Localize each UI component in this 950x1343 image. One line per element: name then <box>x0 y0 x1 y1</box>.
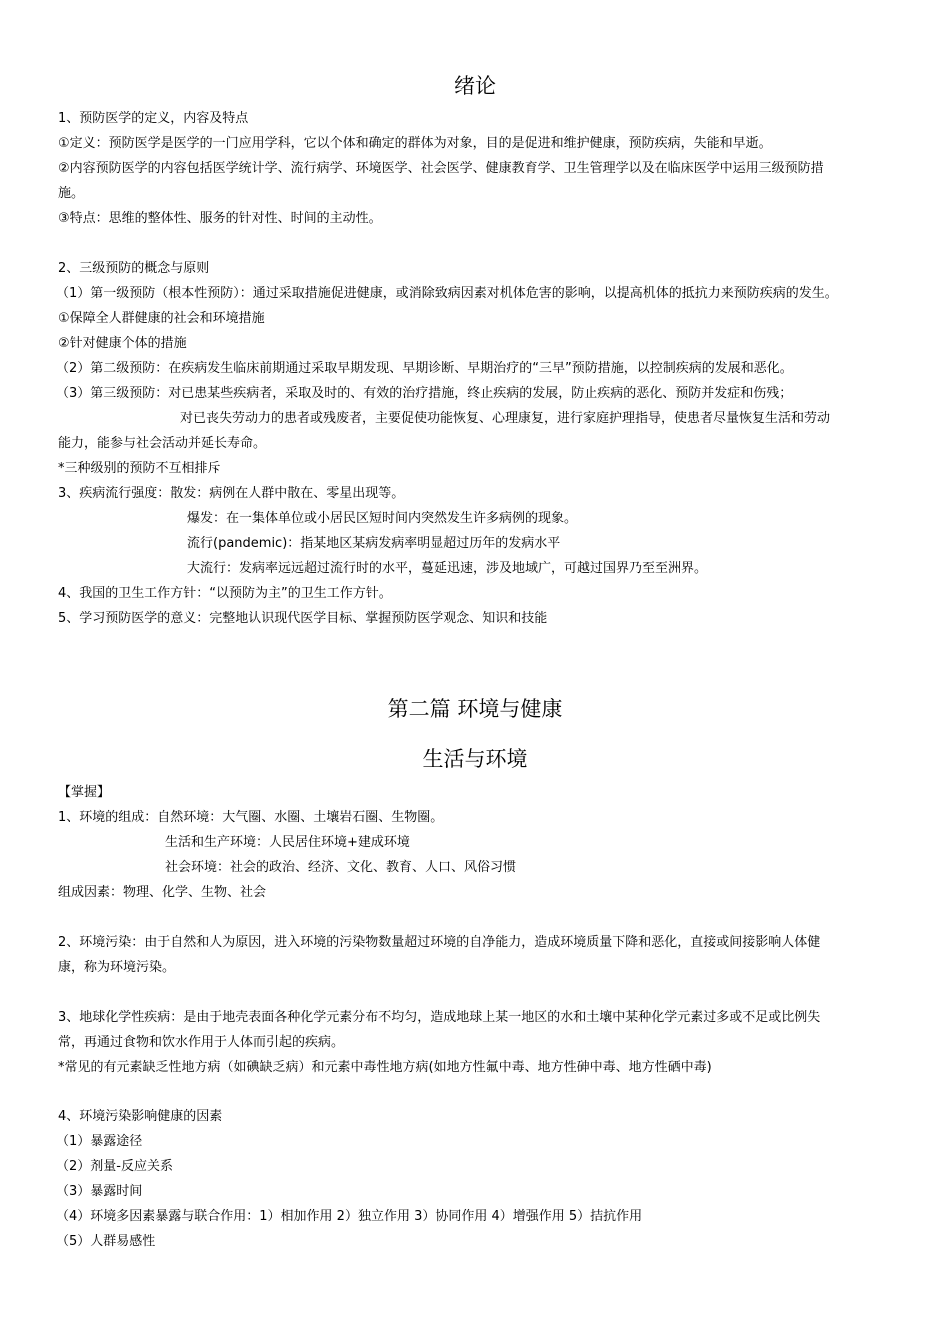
tertiary-prevention-cont-2: 能力，能参与社会活动并延长寿命。 <box>58 436 267 451</box>
section-2-heading: 2、三级预防的概念与原则 <box>58 261 210 276</box>
epidemic-intensity-outbreak: 爆发：在一集体单位或小居民区短时间内突然发生许多病例的现象。 <box>187 511 578 526</box>
health-factors-heading: 4、环境污染影响健康的因素 <box>58 1109 223 1124</box>
tertiary-prevention-cont: 对已丧失劳动力的患者或残废者，主要促使功能恢复、心理康复，进行家庭护理指导，使患者尽量恢复生活和劳动 <box>180 411 831 426</box>
intro-title: 绪论 <box>454 74 496 98</box>
endemic-disease-note: *常见的有元素缺乏性地方病（如碘缺乏病）和元素中毒性地方病(如地方性氟中毒、地方性砷中毒、地方性硒中毒) <box>58 1060 712 1075</box>
prevention-note: *三种级别的预防不互相排斥 <box>58 461 221 476</box>
health-factor-3: （3）暴露时间 <box>56 1184 143 1199</box>
chapter-title: 生活与环境 <box>422 747 528 771</box>
primary-prevention-item-1: ①保障全人群健康的社会和环境措施 <box>58 311 265 326</box>
section-1-heading: 1、预防医学的定义，内容及特点 <box>58 111 249 126</box>
content-line: ②内容预防医学的内容包括医学统计学、流行病学、环境医学、社会医学、健康教育学、卫生管理学以及在临床医学中运用三级预防措 <box>58 161 824 176</box>
primary-prevention-item-2: ②针对健康个体的措施 <box>58 336 187 351</box>
epidemic-intensity-sporadic: 3、疾病流行强度：散发：病例在人群中散在、零星出现等。 <box>58 486 405 501</box>
part-title: 第二篇 环境与健康 <box>387 697 563 721</box>
health-factor-2: （2）剂量-反应关系 <box>56 1159 173 1174</box>
health-factor-5: （5）人群易感性 <box>56 1234 156 1249</box>
environment-composition-natural: 1、环境的组成：自然环境：大气圈、水圈、土壤岩石圈、生物圈。 <box>58 810 444 825</box>
epidemic-intensity-pandemic: 大流行：发病率远远超过流行时的水平，蔓延迅速，涉及地域广，可越过国界乃至至洲界。 <box>187 561 708 576</box>
epidemic-intensity-epidemic: 流行(pandemic)：指某地区某病发病率明显超过历年的发病水平 <box>187 536 561 551</box>
mastery-label: 【掌握】 <box>58 785 111 800</box>
health-policy-line: 4、我国的卫生工作方针：“以预防为主”的卫生工作方针。 <box>58 586 392 601</box>
composition-factors: 组成因素：物理、化学、生物、社会 <box>58 885 267 900</box>
significance-line: 5、学习预防医学的意义：完整地认识现代医学目标、掌握预防医学观念、知识和技能 <box>58 611 548 626</box>
definition-line: ①定义：预防医学是医学的一门应用学科，它以个体和确定的群体为对象，目的是促进和维护健康，预防疾病，失能和早逝。 <box>58 136 772 151</box>
primary-prevention-line: （1）第一级预防（根本性预防）：通过采取措施促进健康，或消除致病因素对机体危害的影响，以提高机体的抵抗力来预防疾病的发生。 <box>56 286 838 301</box>
health-factor-4: （4）环境多因素暴露与联合作用：1）相加作用 2）独立作用 3）协同作用 4）增强作用 5）拮抗作用 <box>56 1209 643 1224</box>
health-factor-1: （1）暴露途径 <box>56 1134 143 1149</box>
environment-composition-social: 社会环境：社会的政治、经济、文化、教育、人口、风俗习惯 <box>165 860 517 875</box>
tertiary-prevention-line: （3）第三级预防：对已患某些疾病者，采取及时的、有效的治疗措施，终止疾病的发展，防止疾病的恶化、预防并发症和伤残； <box>56 386 793 401</box>
geochemical-disease-cont: 常，再通过食物和饮水作用于人体而引起的疾病。 <box>58 1035 345 1050</box>
pollution-definition: 2、环境污染：由于自然和人为原因，进入环境的污染物数量超过环境的自净能力，造成环境质量下降和恶化，直接或间接影响人体健 <box>58 935 821 950</box>
environment-composition-living: 生活和生产环境：人民居住环境+建成环境 <box>165 835 410 850</box>
content-line-cont: 施。 <box>58 186 85 201</box>
pollution-definition-cont: 康，称为环境污染。 <box>58 960 176 975</box>
secondary-prevention-line: （2）第二级预防：在疾病发生临床前期通过采取早期发现、早期诊断、早期治疗的“三早”预防措施，以控制疾病的发展和恶化。 <box>56 361 793 376</box>
features-line: ③特点：思维的整体性、服务的针对性、时间的主动性。 <box>58 211 382 226</box>
geochemical-disease: 3、地球化学性疾病：是由于地壳表面各种化学元素分布不均匀，造成地球上某一地区的水和土壤中某种化学元素过多或不足或比例失 <box>58 1010 821 1025</box>
